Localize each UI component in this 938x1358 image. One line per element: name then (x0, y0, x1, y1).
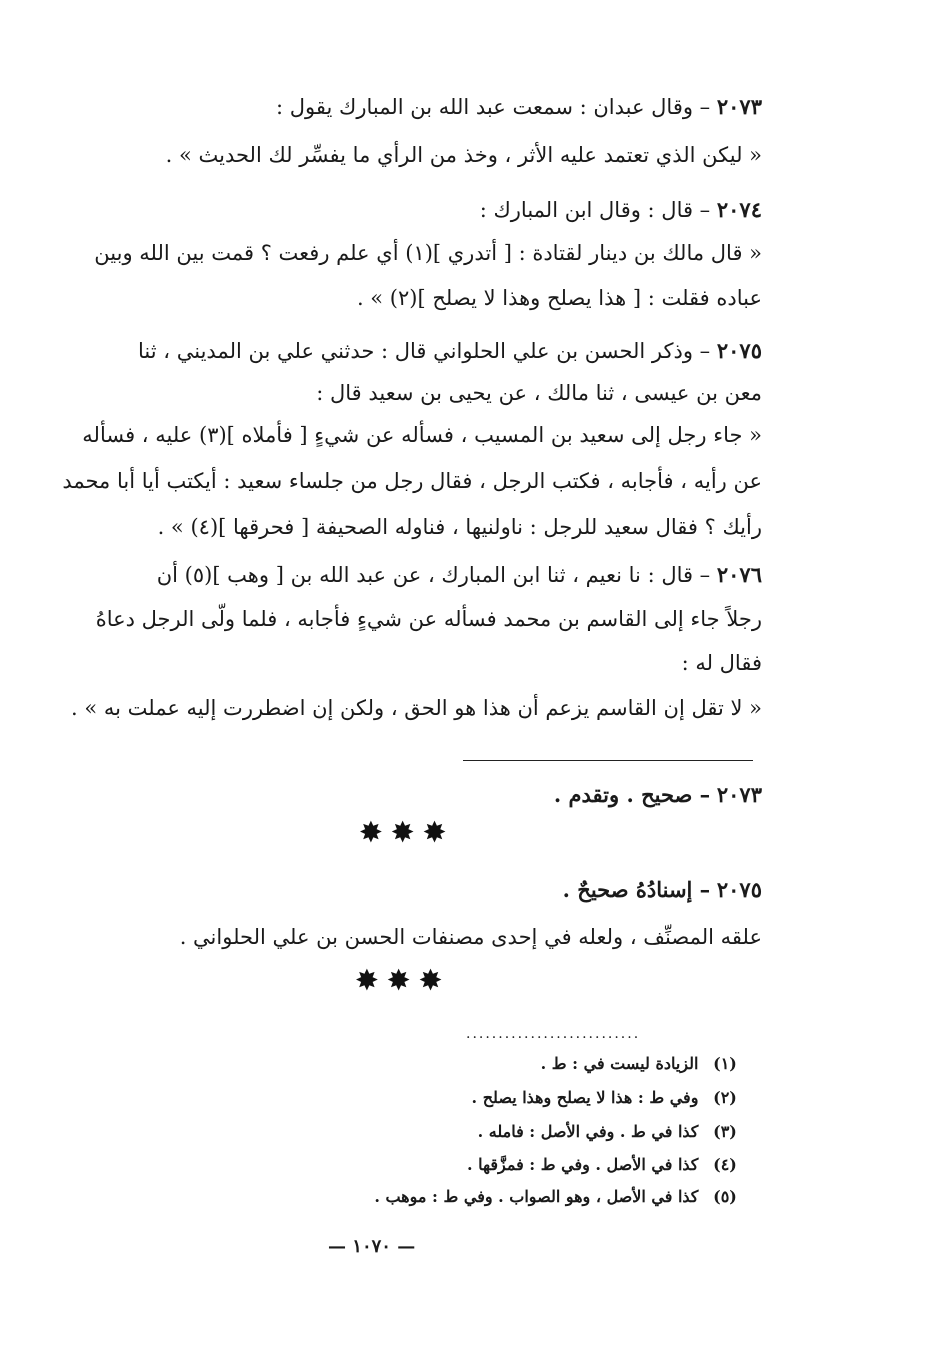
footnote-number: (٤) (713, 1155, 737, 1174)
hadith-text: – وذكر الحسن بن علي الحلواني قال : حدثني علي بن المديني ، ثنا (138, 339, 711, 363)
stars-ornament: ✸✸✸ (360, 818, 456, 848)
hadith-2076-line: « لا تقل إن القاسم يزعم أن هذا هو الحق ، ولكن إن اضطررت إليه عملت به » . (70, 696, 762, 720)
hadith-2073-intro (68, 92, 762, 122)
hadith-2075-intro (68, 336, 762, 366)
hadith-number: ٢٠٧٦ (716, 562, 762, 587)
hadith-number: ٢٠٧٥ (716, 338, 762, 363)
footnote (472, 1086, 746, 1110)
footnote-text: وفي ط : هذا لا يصلح وهذا يصلح . (471, 1088, 699, 1107)
footnote-text: الزيادة ليست في : ط . (540, 1054, 699, 1073)
footnote (374, 1185, 746, 1209)
footnote (467, 1153, 746, 1177)
note-2075-text: علقه المصنِّف ، ولعله في إحدى مصنفات الحسن بن علي الحلواني . (179, 925, 762, 949)
hadith-2076-line: فقال له : (681, 651, 762, 675)
stars-ornament: ✸✸✸ (356, 966, 452, 996)
hadith-text: – قال : وقال ابن المبارك : (479, 198, 711, 222)
note-number: ٢٠٧٥ (716, 877, 762, 902)
hadith-2074-intro (68, 195, 762, 225)
footnote (541, 1052, 746, 1076)
hadith-2074-line: عباده فقلت : [ هذا يصلح وهذا لا يصلح ](٢) » . (356, 286, 762, 310)
hadith-2074-line: « قال مالك بن دينار لقتادة : [ أتدري ](١) أي علم رفعت ؟ قمت بين الله وبين (94, 241, 762, 265)
hadith-2073-quote: « ليكن الذي تعتمد عليه الأثر ، وخذ من الرأي ما يفسِّر لك الحديث » . (165, 143, 762, 167)
note-heading: – إسنادُهُ صحيحٌ . (562, 877, 711, 902)
footnote-number: (٥) (713, 1187, 737, 1206)
hadith-2075-line: « جاء رجل إلى سعيد بن المسيب ، فسأله عن شيءٍ [ فأملاه ](٣) عليه ، فسأله (82, 423, 762, 447)
hadith-2075-line: رأيك ؟ فقال سعيد للرجل : ناولنيها ، فناوله الصحيفة [ فحرقها ](٤) » . (157, 515, 762, 539)
note-number: ٢٠٧٣ (716, 782, 762, 807)
hadith-2075-line: عن رأيه ، فأجابه ، فكتب الرجل ، فقال رجل من جلساء سعيد : أيكتب أيا أبا محمد (62, 469, 762, 493)
footnote-number: (٢) (713, 1088, 737, 1107)
hadith-2076-intro (68, 560, 762, 590)
hadith-2076-line: رجلاً جاء إلى القاسم بن محمد فسأله عن شيءٍ فأجابه ، فلما ولّى الرجل دعاهُ (95, 607, 762, 631)
hadith-number: ٢٠٧٣ (716, 94, 762, 119)
footnote (478, 1120, 746, 1144)
note-2075-head (68, 875, 762, 905)
section-divider (463, 760, 753, 761)
page-number: — ١٠٧٠ — (328, 1236, 416, 1257)
footnote-number: (١) (713, 1054, 737, 1073)
hadith-text: – قال : نا نعيم ، ثنا ابن المبارك ، عن عبد الله بن [ وهب ](٥) أن (156, 563, 711, 587)
footnote-text: كذا في الأصل . وفي ط : فمزَّقها . (466, 1155, 699, 1174)
note-text: – صحيح . وتقدم . (553, 782, 711, 807)
hadith-text: – وقال عبدان : سمعت عبد الله بن المبارك يقول : (276, 95, 711, 119)
footnote-number: (٣) (713, 1122, 737, 1141)
note-2073 (68, 780, 762, 810)
footnote-separator: ........................... (466, 1026, 641, 1042)
footnote-text: كذا في ط . وفي الأصل : فامله . (477, 1122, 699, 1141)
hadith-2075-line: معن بن عيسى ، ثنا مالك ، عن يحيى بن سعيد قال : (316, 381, 762, 405)
hadith-number: ٢٠٧٤ (716, 197, 762, 222)
footnote-text: كذا في الأصل ، وهو الصواب . وفي ط : موهب . (374, 1187, 699, 1206)
